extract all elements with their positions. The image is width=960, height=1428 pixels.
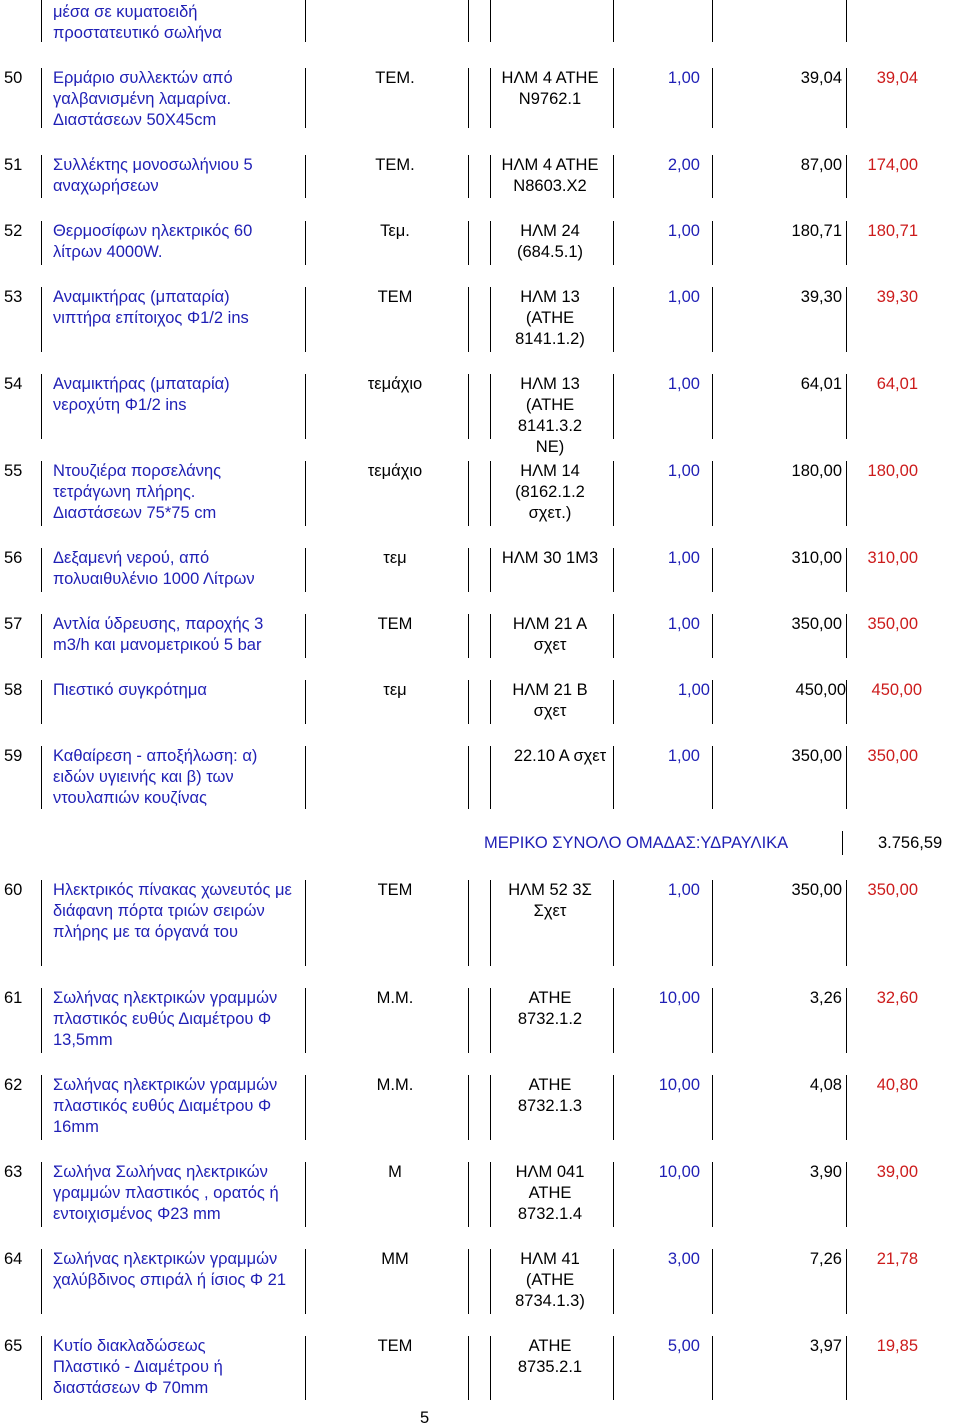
column-rule xyxy=(490,287,491,352)
column-rule xyxy=(305,221,306,265)
item-number: 51 xyxy=(4,156,23,174)
item-description: Δεξαμενή νερού, από πολυαιθυλένιο 1000 Λίτρων xyxy=(53,549,255,588)
item-quantity: 1,00 xyxy=(667,222,700,240)
column-rule xyxy=(613,374,614,439)
column-rule xyxy=(846,880,847,966)
item-number: 53 xyxy=(4,288,23,306)
item-unit-price: 180,71 xyxy=(791,222,842,240)
column-rule xyxy=(468,1162,469,1227)
item-description: Ηλεκτρικός πίνακας χωνευτός με διάφανη πόρτα τριών σειρών πλήρης με τα όργανά του xyxy=(53,881,292,941)
column-rule xyxy=(41,1162,42,1227)
item-total: 174,00 xyxy=(867,156,918,174)
column-rule xyxy=(613,614,614,658)
column-rule xyxy=(712,461,713,526)
column-rule xyxy=(712,0,713,42)
item-unit: ΤΕΜ. xyxy=(375,69,415,87)
item-code: ΗΛΜ 24 (684.5.1) xyxy=(516,222,584,261)
column-rule xyxy=(846,680,847,724)
item-code: ΗΛΜ 4 ΑΤΗΕ Ν9762.1 xyxy=(501,69,599,108)
item-code: ΑΤΗΕ 8732.1.3 xyxy=(517,1076,583,1115)
column-rule xyxy=(613,880,614,966)
column-rule xyxy=(468,746,469,809)
column-rule xyxy=(305,1336,306,1400)
column-rule xyxy=(468,680,469,724)
item-description: Αναμικτήρας (μπαταρία) νιπτήρα επίτοιχος Φ1/2 ins xyxy=(53,288,249,327)
column-rule xyxy=(305,680,306,724)
column-rule xyxy=(490,988,491,1053)
column-rule xyxy=(846,1075,847,1140)
column-rule xyxy=(305,548,306,592)
item-unit-price: 180,00 xyxy=(791,462,842,480)
item-code: ΗΛΜ 30 1Μ3 xyxy=(501,549,599,567)
item-code: ΗΛΜ 14 (8162.1.2 σχετ.) xyxy=(515,462,585,522)
item-code: ΗΛΜ 13 (ΑΤΗΕ 8141.1.2) xyxy=(515,288,585,348)
column-rule xyxy=(468,461,469,526)
column-rule xyxy=(712,1336,713,1400)
column-rule xyxy=(842,831,843,855)
column-rule xyxy=(41,287,42,352)
item-total: 19,85 xyxy=(876,1337,918,1355)
item-unit-price: 3,26 xyxy=(809,989,842,1007)
column-rule xyxy=(490,221,491,265)
item-total: 350,00 xyxy=(867,747,918,765)
item-total: 180,00 xyxy=(867,462,918,480)
item-number: 61 xyxy=(4,989,23,1007)
item-description: Κυτίο διακλαδώσεως Πλαστικό - Διαμέτρου ή διαστάσεων Φ 70mm xyxy=(53,1337,223,1397)
item-total: 180,71 xyxy=(867,222,918,240)
item-number: 55 xyxy=(4,462,23,480)
item-total: 21,78 xyxy=(876,1250,918,1268)
column-rule xyxy=(468,155,469,198)
item-number: 63 xyxy=(4,1163,23,1181)
item-unit-price: 3,90 xyxy=(809,1163,842,1181)
column-rule xyxy=(305,0,306,42)
column-rule xyxy=(468,68,469,128)
column-rule xyxy=(613,548,614,592)
column-rule xyxy=(490,1162,491,1227)
column-rule xyxy=(846,461,847,526)
column-rule xyxy=(613,221,614,265)
item-unit: Μ xyxy=(388,1163,402,1181)
column-rule xyxy=(490,1249,491,1314)
item-number: 60 xyxy=(4,881,23,899)
item-code: ΗΛΜ 13 (ΑΤΗΕ 8141.3.2 ΝΕ) xyxy=(517,375,583,456)
item-unit-price: 39,04 xyxy=(800,69,842,87)
item-code: ΗΛΜ 041 ΑΤΗΕ 8732.1.4 xyxy=(515,1163,585,1223)
column-rule xyxy=(490,0,491,42)
column-rule xyxy=(613,1249,614,1314)
item-quantity: 2,00 xyxy=(667,156,700,174)
item-number: 57 xyxy=(4,615,23,633)
item-quantity: 1,00 xyxy=(667,69,700,87)
item-quantity: 1,00 xyxy=(667,881,700,899)
column-rule xyxy=(846,155,847,198)
item-total: 450,00 xyxy=(871,681,922,699)
item-total: 350,00 xyxy=(867,615,918,633)
column-rule xyxy=(305,746,306,809)
column-rule xyxy=(490,880,491,966)
item-quantity: 3,00 xyxy=(667,1250,700,1268)
item-unit: Μ.Μ. xyxy=(376,1076,414,1094)
item-code: ΑΤΗΕ 8735.2.1 xyxy=(517,1337,583,1376)
column-rule xyxy=(712,988,713,1053)
column-rule xyxy=(305,880,306,966)
item-description: Αναμικτήρας (μπαταρία) νεροχύτη Φ1/2 ins xyxy=(53,375,230,414)
item-unit: Μ.Μ. xyxy=(376,989,414,1007)
item-description: Σωλήνας ηλεκτρικών γραμμών χαλύβδινος σπιράλ ή ίσιος Φ 21 xyxy=(53,1250,287,1289)
subtotal-label: ΜΕΡΙΚΟ ΣΥΝΟΛΟ ΟΜΑΔΑΣ:ΥΔΡΑΥΛΙΚΑ xyxy=(484,834,789,852)
subtotal-value: 3.756,59 xyxy=(878,834,943,852)
item-total: 310,00 xyxy=(867,549,918,567)
item-unit: ΤΕΜ xyxy=(377,1337,413,1355)
item-unit: ΤΕΜ. xyxy=(375,156,415,174)
column-rule xyxy=(846,1162,847,1227)
column-rule xyxy=(490,68,491,128)
item-description: Σωλήνας ηλεκτρικών γραμμών πλαστικός ευθύς Διαμέτρου Φ 13,5mm xyxy=(53,989,278,1049)
item-quantity: 5,00 xyxy=(667,1337,700,1355)
item-description: Πιεστικό συγκρότημα xyxy=(53,681,207,699)
column-rule xyxy=(468,0,469,42)
column-rule xyxy=(41,0,42,42)
item-description: Θερμοσίφων ηλεκτρικός 60 λίτρων 4000W. xyxy=(53,222,253,261)
item-quantity: 10,00 xyxy=(658,1076,700,1094)
column-rule xyxy=(468,1249,469,1314)
column-rule xyxy=(490,614,491,658)
column-rule xyxy=(846,221,847,265)
item-number: 56 xyxy=(4,549,23,567)
item-unit: τεμάχιο xyxy=(367,462,423,480)
item-unit: τεμ xyxy=(383,549,407,567)
item-description: Σωλήνας ηλεκτρικών γραμμών πλαστικός ευθύς Διαμέτρου Φ 16mm xyxy=(53,1076,278,1136)
column-rule xyxy=(41,880,42,966)
item-quantity: 1,00 xyxy=(667,288,700,306)
column-rule xyxy=(613,461,614,526)
column-rule xyxy=(846,1249,847,1314)
item-number: 59 xyxy=(4,747,23,765)
item-code: ΗΛΜ 4 ΑΤΗΕ Ν8603.Χ2 xyxy=(501,156,599,195)
item-code: ΗΛΜ 21 Α σχετ xyxy=(512,615,588,654)
column-rule xyxy=(846,1336,847,1400)
column-rule xyxy=(712,880,713,966)
item-unit: τεμάχιο xyxy=(367,375,423,393)
item-number: 50 xyxy=(4,69,23,87)
item-description: Ντουζιέρα πορσελάνης τετράγωνη πλήρης. Διαστάσεων 75*75 cm xyxy=(53,462,222,522)
column-rule xyxy=(41,1336,42,1400)
column-rule xyxy=(613,746,614,809)
item-number: 65 xyxy=(4,1337,23,1355)
column-rule xyxy=(712,287,713,352)
page-number: 5 xyxy=(420,1409,430,1427)
column-rule xyxy=(490,548,491,592)
item-description: Συλλέκτης μονοσωλήνιου 5 αναχωρήσεων xyxy=(53,156,253,195)
column-rule xyxy=(490,374,491,439)
column-rule xyxy=(613,0,614,42)
item-unit: ΜΜ xyxy=(381,1250,409,1268)
column-rule xyxy=(490,680,491,724)
column-rule xyxy=(41,614,42,658)
item-unit-price: 7,26 xyxy=(809,1250,842,1268)
item-code: ΑΤΗΕ 8732.1.2 xyxy=(517,989,583,1028)
column-rule xyxy=(41,680,42,724)
item-quantity: 10,00 xyxy=(658,989,700,1007)
item-quantity: 1,00 xyxy=(667,615,700,633)
item-total: 39,04 xyxy=(876,69,918,87)
item-quantity: 1,00 xyxy=(667,462,700,480)
item-quantity: 10,00 xyxy=(658,1163,700,1181)
column-rule xyxy=(846,988,847,1053)
item-unit: ΤΕΜ xyxy=(377,615,413,633)
column-rule xyxy=(305,287,306,352)
column-rule xyxy=(613,988,614,1053)
column-rule xyxy=(41,548,42,592)
column-rule xyxy=(468,614,469,658)
column-rule xyxy=(613,1336,614,1400)
item-total: 64,01 xyxy=(876,375,918,393)
column-rule xyxy=(305,68,306,128)
column-rule xyxy=(305,1249,306,1314)
item-unit-price: 350,00 xyxy=(791,615,842,633)
column-rule xyxy=(468,1336,469,1400)
column-rule xyxy=(468,287,469,352)
item-number: 62 xyxy=(4,1076,23,1094)
column-rule xyxy=(712,155,713,198)
item-total: 39,30 xyxy=(876,288,918,306)
column-rule xyxy=(613,1075,614,1140)
column-rule xyxy=(41,68,42,128)
column-rule xyxy=(712,68,713,128)
column-rule xyxy=(613,155,614,198)
item-unit-price: 350,00 xyxy=(791,747,842,765)
item-unit-price: 87,00 xyxy=(800,156,842,174)
column-rule xyxy=(613,680,614,724)
column-rule xyxy=(490,1075,491,1140)
column-rule xyxy=(613,1162,614,1227)
column-rule xyxy=(41,1249,42,1314)
column-rule xyxy=(846,0,847,42)
item-total: 39,00 xyxy=(876,1163,918,1181)
item-number: 54 xyxy=(4,375,23,393)
column-rule xyxy=(712,374,713,439)
column-rule xyxy=(41,746,42,809)
column-rule xyxy=(846,374,847,439)
column-rule xyxy=(468,988,469,1053)
column-rule xyxy=(490,461,491,526)
item-total: 32,60 xyxy=(876,989,918,1007)
column-rule xyxy=(712,1249,713,1314)
item-description: Σωλήνα Σωλήνας ηλεκτρικών γραμμών πλαστικός , ορατός ή εντοιχισμένος Φ23 mm xyxy=(53,1163,279,1223)
column-rule xyxy=(712,680,713,724)
column-rule xyxy=(305,155,306,198)
column-rule xyxy=(712,1162,713,1227)
column-rule xyxy=(846,746,847,809)
item-quantity: 1,00 xyxy=(667,549,700,567)
column-rule xyxy=(305,1075,306,1140)
column-rule xyxy=(846,287,847,352)
column-rule xyxy=(41,221,42,265)
column-rule xyxy=(712,1075,713,1140)
column-rule xyxy=(613,287,614,352)
column-rule xyxy=(305,374,306,439)
column-rule xyxy=(468,880,469,966)
item-total: 350,00 xyxy=(867,881,918,899)
item-unit-price: 310,00 xyxy=(791,549,842,567)
column-rule xyxy=(846,548,847,592)
item-unit-price: 350,00 xyxy=(791,881,842,899)
column-rule xyxy=(468,1075,469,1140)
column-rule xyxy=(712,221,713,265)
item-unit-price: 64,01 xyxy=(800,375,842,393)
item-unit-price: 39,30 xyxy=(800,288,842,306)
column-rule xyxy=(613,68,614,128)
column-rule xyxy=(41,374,42,439)
item-quantity: 1,00 xyxy=(667,375,700,393)
column-rule xyxy=(712,548,713,592)
column-rule xyxy=(41,155,42,198)
item-unit: ΤΕΜ xyxy=(377,288,413,306)
column-rule xyxy=(305,614,306,658)
column-rule xyxy=(468,221,469,265)
item-description: Αντλία ύδρευσης, παροχής 3 m3/h και μανομετρικού 5 bar xyxy=(53,615,264,654)
item-number: 52 xyxy=(4,222,23,240)
item-description: Ερμάριο συλλεκτών από γαλβανισμένη λαμαρίνα. Διαστάσεων 50Χ45cm xyxy=(53,69,233,129)
item-total: 40,80 xyxy=(876,1076,918,1094)
column-rule xyxy=(468,548,469,592)
item-number: 64 xyxy=(4,1250,23,1268)
item-quantity: 1,00 xyxy=(667,747,700,765)
item-unit: ΤΕΜ xyxy=(377,881,413,899)
column-rule xyxy=(490,155,491,198)
item-code: ΗΛΜ 21 Β σχετ xyxy=(512,681,588,720)
item-unit: τεμ xyxy=(383,681,407,699)
item-code: 22.10 Α σχετ xyxy=(513,747,607,765)
item-code: ΗΛΜ 52 3Σ Σχετ xyxy=(508,881,592,920)
column-rule xyxy=(468,374,469,439)
column-rule xyxy=(41,1075,42,1140)
column-rule xyxy=(846,614,847,658)
item-unit-price: 3,97 xyxy=(809,1337,842,1355)
column-rule xyxy=(305,988,306,1053)
column-rule xyxy=(41,988,42,1053)
column-rule xyxy=(490,1336,491,1400)
column-rule xyxy=(490,746,491,809)
item-number: 58 xyxy=(4,681,23,699)
column-rule xyxy=(712,746,713,809)
column-rule xyxy=(712,614,713,658)
item-unit-price: 450,00 xyxy=(795,681,846,699)
item-description: μέσα σε κυματοειδή προστατευτικό σωλήνα xyxy=(53,3,222,42)
column-rule xyxy=(305,461,306,526)
item-description: Καθαίρεση - αποξήλωση: α) ειδών υγιεινής και β) των ντουλαπιών κουζίνας xyxy=(53,747,258,807)
column-rule xyxy=(305,1162,306,1227)
item-quantity: 1,00 xyxy=(677,681,710,699)
item-unit-price: 4,08 xyxy=(809,1076,842,1094)
column-rule xyxy=(41,461,42,526)
item-code: ΗΛΜ 41 (ΑΤΗΕ 8734.1.3) xyxy=(515,1250,585,1310)
column-rule xyxy=(846,68,847,128)
item-unit: Τεμ. xyxy=(380,222,410,240)
